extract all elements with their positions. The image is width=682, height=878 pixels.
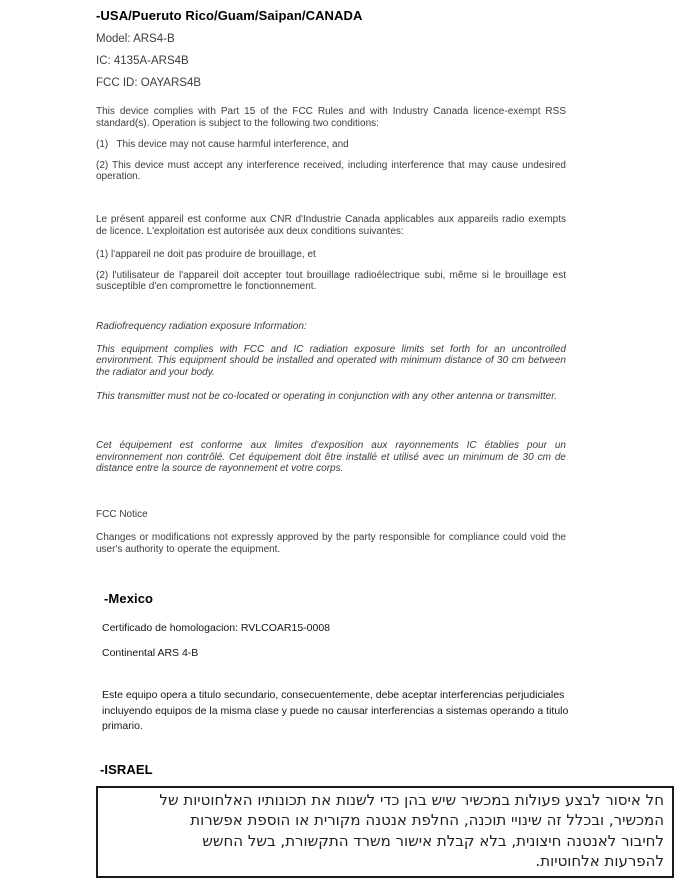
fcc-condition-2: (2) This device must accept any interference received, including interference that may cause undesired operation.: [96, 159, 566, 183]
french-compliance-paragraph: Le présent appareil est conforme aux CNR d'Industrie Canada applicables aux appareils radio exempts de licence. L'exploitation est autorisée aux deux conditions suivantes:: [96, 213, 566, 237]
rf-exposure-paragraph: This equipment complies with FCC and IC radiation exposure limits set forth for an uncontrolled environment. This equipment should be installed and operated with minimum distance of 30 cm between the radiator and your body.: [96, 343, 566, 378]
mexico-product-line: Continental ARS 4-B: [102, 647, 199, 660]
israel-notice-line: המכשיר, ובכלל זה שינויי תוכנה, החלפת אנטנה מקורית או הוספת אפשרות: [190, 811, 664, 830]
french-condition-2: (2) l'utilisateur de l'appareil doit accepter tout brouillage radioélectrique subi, même si le brouillage est susceptible d'en compromettre le fonctionnement.: [96, 269, 566, 293]
israel-notice-line: חל איסור לבצע פעולות במכשיר שיש בהן כדי לשנות את תכונותיו האלחוטיות של: [159, 790, 664, 809]
israel-notice-line: לחיבור לאנטנה חיצונית, בלא קבלת אישור משרד התקשורת, בשל החשש: [202, 831, 664, 850]
ic-line: IC: 4135A-ARS4B: [96, 55, 189, 67]
section-heading-israel: -ISRAEL: [100, 761, 153, 777]
section-heading-mexico: -Mexico: [104, 591, 154, 607]
section-heading-usa-canada: -USA/Pueruto Rico/Guam/Saipan/CANADA: [96, 8, 363, 23]
fcc-notice-paragraph: Changes or modifications not expressly approved by the party responsible for compliance could void the user's authority to operate the equipment.: [96, 532, 566, 555]
french-rf-exposure-paragraph: Cet équipement est conforme aux limites d'exposition aux rayonnements IC établies pour un environnement non contrôlé. Cet équipement doit être installé et utilisé avec un minimum de 30 cm de distance entre la source de rayonnement et votre corps.: [96, 439, 566, 475]
model-line: Model: ARS4-B: [96, 33, 175, 45]
fcc-condition-1: (1) This device may not cause harmful interference, and: [96, 139, 349, 151]
mexico-certificate-line: Certificado de homologacion: RVLCOAR15-0008: [102, 622, 331, 635]
israel-notice-box: [96, 786, 674, 878]
fcc-id-line: FCC ID: OAYARS4B: [96, 77, 202, 89]
mexico-secondary-operation-paragraph: Este equipo opera a titulo secundario, consecuentemente, debe aceptar interferencias perjudiciales incluyendo equipos de la misma clase y puede no causar interferencias a sistemas operando a titulo primario.: [102, 689, 569, 733]
fcc-compliance-paragraph: This device complies with Part 15 of the FCC Rules and with Industry Canada licence-exempt RSS standard(s). Operation is subject to the following two conditions:: [96, 106, 566, 129]
fcc-notice-heading: FCC Notice: [96, 508, 148, 520]
israel-notice-line: להפרעות אלחוטיות.: [535, 852, 664, 871]
french-condition-1: (1) l'appareil ne doit pas produire de brouillage, et: [96, 249, 316, 261]
rf-colocated-paragraph: This transmitter must not be co-located or operating in conjunction with any other antenna or transmitter.: [96, 391, 557, 403]
rf-exposure-heading: Radiofrequency radiation exposure Information:: [96, 320, 307, 332]
